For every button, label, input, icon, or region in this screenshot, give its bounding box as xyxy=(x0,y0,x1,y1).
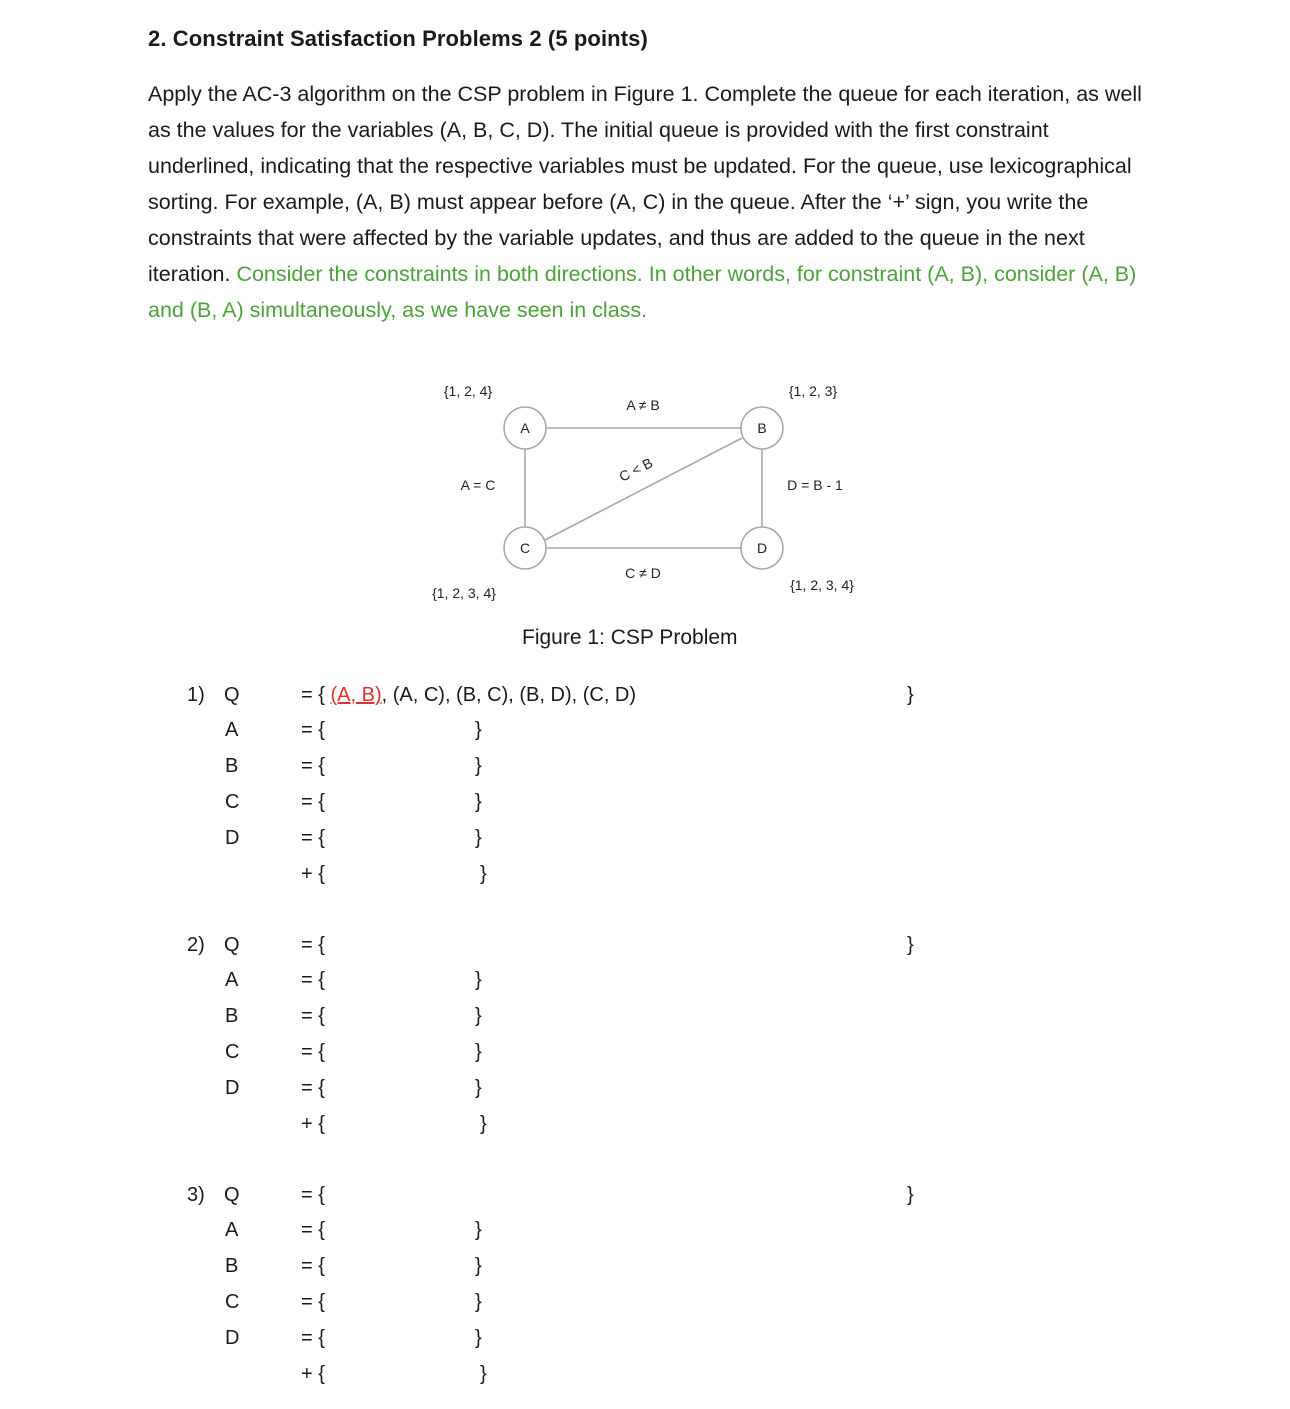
iteration-2-b-open: = { xyxy=(301,1005,325,1027)
iteration-3-d-close: } xyxy=(475,1327,482,1349)
node-a xyxy=(504,407,546,449)
iteration-1-q-label: Q xyxy=(224,684,240,706)
iteration-2-queue-open: = { xyxy=(301,934,325,956)
iteration-2-b-close: } xyxy=(475,1005,482,1027)
iteration-1-b-open: = { xyxy=(301,755,325,777)
queue-open: = { xyxy=(301,684,325,706)
iteration-3-d-open: = { xyxy=(301,1327,325,1349)
iteration-1-b-label: B xyxy=(225,755,239,777)
section-heading: 2. Constraint Satisfaction Problems 2 (5 points) xyxy=(148,26,648,51)
iteration-1-c-open: = { xyxy=(301,791,325,813)
iteration-2-d-label: D xyxy=(225,1077,240,1099)
iteration-3-queue-close: } xyxy=(907,1184,914,1206)
iteration-3-c-label: C xyxy=(225,1291,240,1313)
iteration-2-c-close: } xyxy=(475,1041,482,1063)
queue-underlined-constraint: (A, B) xyxy=(330,684,382,706)
iteration-2-b-label: B xyxy=(225,1005,239,1027)
node-d xyxy=(741,527,783,569)
iteration-2-d-open: = { xyxy=(301,1077,325,1099)
iteration-3-q-label: Q xyxy=(224,1184,240,1206)
iteration-2-c-open: = { xyxy=(301,1041,325,1063)
iteration-3-a-close: } xyxy=(475,1219,482,1241)
constraint-b-d: D = B - 1 xyxy=(787,477,843,493)
node-b xyxy=(741,407,783,449)
iteration-2-a-open: = { xyxy=(301,969,325,991)
figure-caption: Figure 1: CSP Problem xyxy=(522,626,738,649)
iteration-1-c-label: C xyxy=(225,791,240,813)
iteration-3-b-open: = { xyxy=(301,1255,325,1277)
instructions-note-green: Consider the constraints in both directions. In other words, for constraint (A, B), consider (A, B) and (B, A) simultaneously, as we have seen in class. xyxy=(148,262,1137,322)
iteration-1-a-close: } xyxy=(475,719,482,741)
edge-c-b xyxy=(545,438,742,540)
queue-remaining-constraints: , (A, C), (B, C), (B, D), (C, D) xyxy=(381,684,637,706)
node-a-label: A xyxy=(520,420,530,436)
iteration-1-d-label: D xyxy=(225,827,240,849)
iteration-1-plus-close: } xyxy=(480,863,487,885)
iteration-1-c-close: } xyxy=(475,791,482,813)
iteration-2-c-label: C xyxy=(225,1041,240,1063)
iteration-1-plus-open: + { xyxy=(301,863,325,885)
node-c-label: C xyxy=(519,540,531,556)
constraint-c-b: C < B xyxy=(616,454,656,485)
iteration-1-number: 1) xyxy=(187,684,205,706)
constraint-a-b: A ≠ B xyxy=(626,397,660,413)
iteration-1-d-open: = { xyxy=(301,827,325,849)
iteration-3-plus-open: + { xyxy=(301,1363,325,1385)
constraint-a-c: A = C xyxy=(460,477,496,493)
instructions-text: Apply the AC-3 algorithm on the CSP problem in Figure 1. Complete the queue for each iteration, as well as the values for the variables (A, B, C, D). The initial queue is provided with the first constraint underlined, indicating that the respective variables must be updated. For the queue, use lexicographical sorting. For example, (A, B) must appear before (A, C) in the queue. After the ‘+’ sign, you write the constraints that were affected by the variable updates, and thus are added to the queue in the next iteration. xyxy=(148,82,1142,286)
iteration-3-a-open: = { xyxy=(301,1219,325,1241)
iteration-2-queue-close: } xyxy=(907,934,914,956)
constraint-c-d: C ≠ D xyxy=(625,565,661,581)
iteration-3-c-open: = { xyxy=(301,1291,325,1313)
iteration-2-q-label: Q xyxy=(224,934,240,956)
node-b-label: B xyxy=(757,420,767,436)
iteration-3-b-close: } xyxy=(475,1255,482,1277)
iteration-3-plus-close: } xyxy=(480,1363,487,1385)
node-d-label: D xyxy=(756,540,768,556)
iteration-3-number: 3) xyxy=(187,1184,205,1206)
iteration-2-a-close: } xyxy=(475,969,482,991)
iteration-3-b-label: B xyxy=(225,1255,239,1277)
domain-d: {1, 2, 3, 4} xyxy=(790,577,854,593)
iteration-1-a-open: = { xyxy=(301,719,325,741)
iteration-1-queue xyxy=(301,683,636,707)
iteration-3-queue-open: = { xyxy=(301,1184,325,1206)
iteration-2-a-label: A xyxy=(225,969,239,991)
iteration-3-c-close: } xyxy=(475,1291,482,1313)
domain-c: {1, 2, 3, 4} xyxy=(432,585,496,601)
iteration-2-plus-close: } xyxy=(480,1113,487,1135)
iteration-1-queue-close: } xyxy=(907,684,914,706)
node-c xyxy=(504,527,546,569)
iteration-3-a-label: A xyxy=(225,1219,239,1241)
domain-a: {1, 2, 4} xyxy=(443,383,493,399)
csp-figure xyxy=(0,0,1290,640)
iteration-3-d-label: D xyxy=(225,1327,240,1349)
domain-b: {1, 2, 3} xyxy=(788,383,838,399)
iteration-2-number: 2) xyxy=(187,934,205,956)
iteration-2-plus-open: + { xyxy=(301,1113,325,1135)
iteration-2-d-close: } xyxy=(475,1077,482,1099)
iteration-1-b-close: } xyxy=(475,755,482,777)
iteration-1-d-close: } xyxy=(475,827,482,849)
iteration-1-a-label: A xyxy=(225,719,239,741)
